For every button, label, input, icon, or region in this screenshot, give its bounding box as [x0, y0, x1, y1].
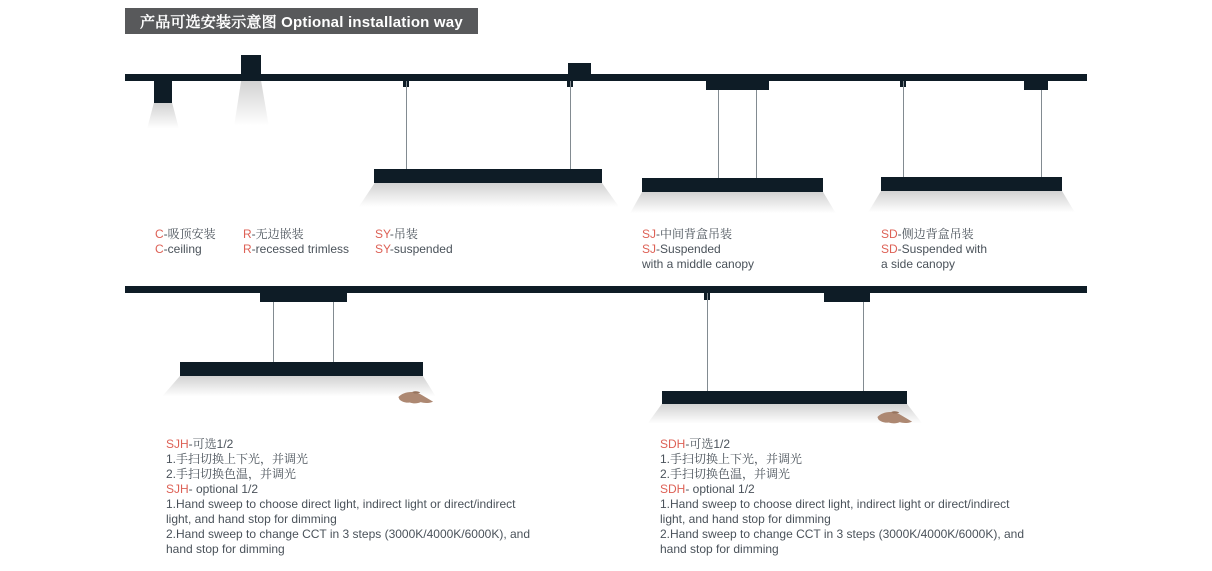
- sjh-suspension-wire-right: [333, 302, 334, 362]
- sy-light-bar: [374, 169, 602, 183]
- sd-light-bar: [881, 177, 1062, 191]
- sy-junction-box: [568, 63, 591, 74]
- fixture-r-recessed-block: [241, 55, 261, 74]
- light-beam-c: [146, 103, 180, 133]
- sj-middle-canopy: [706, 81, 769, 90]
- sdh-suspension-wire-left: [707, 293, 708, 391]
- hand-sweep-icon: [876, 406, 914, 426]
- sd-suspension-wire-right: [1041, 90, 1042, 177]
- sjh-description: SJH-可选1/2 1.手扫切换上下光，并调光 2.手扫切换色温，并调光 SJH- optional 1/2 1.Hand sweep to choose direct light, indirect light or direct/indirect light, and hand stop for dimming 2.Hand sweep to change CCT in 3 steps (3000K/4000K/6000K), and hand stop for dimming: [166, 437, 531, 556]
- ceiling-bar-row2: [125, 286, 1087, 293]
- sd-suspension-wire-left: [903, 81, 904, 177]
- sdh-suspension-wire-right: [863, 302, 864, 391]
- sj-suspension-wire-left: [718, 90, 719, 178]
- section-header-bar: [125, 8, 478, 34]
- sjh-suspension-wire-left: [273, 302, 274, 362]
- ceiling-bar-row1: [125, 74, 1087, 81]
- sdh-side-canopy: [824, 293, 870, 302]
- sjh-light-bar: [180, 362, 423, 376]
- light-beam-sd: [866, 191, 1077, 216]
- sy-suspension-wire-right: [570, 81, 571, 169]
- sy-suspension-wire-left: [406, 81, 407, 169]
- label-r: R-无边嵌装 R-recessed trimless: [243, 227, 350, 256]
- sdh-description: SDH-可选1/2 1.手扫切换上下光，并调光 2.手扫切换色温，并调光 SDH- optional 1/2 1.Hand sweep to choose direct light, indirect light or direct/indirect light, and hand stop for dimming 2.Hand sweep to change CCT in 3 steps (3000K/4000K/6000K), and hand stop for dimming: [660, 437, 1025, 556]
- section-title: 产品可选安装示意图 Optional installation way: [140, 13, 463, 31]
- label-sd: SD-侧边背盒吊装 SD-Suspended with a side canopy: [881, 227, 988, 271]
- sdh-light-bar: [662, 391, 907, 404]
- sj-suspension-wire-right: [756, 90, 757, 178]
- light-beam-sj: [628, 192, 838, 217]
- label-c: C-吸顶安装 C-ceiling: [155, 227, 216, 256]
- sd-side-canopy: [1024, 81, 1048, 90]
- sjh-middle-canopy: [260, 293, 347, 302]
- sj-light-bar: [642, 178, 823, 192]
- light-beam-r: [233, 81, 270, 133]
- fixture-c-surface-block: [154, 81, 172, 103]
- label-sj: SJ-中间背盒吊装 SJ-Suspended with a middle canopy: [642, 227, 755, 271]
- hand-sweep-icon: [397, 386, 435, 406]
- light-beam-sy: [356, 183, 622, 211]
- label-sy: SY-吊装 SY-suspended: [375, 227, 453, 256]
